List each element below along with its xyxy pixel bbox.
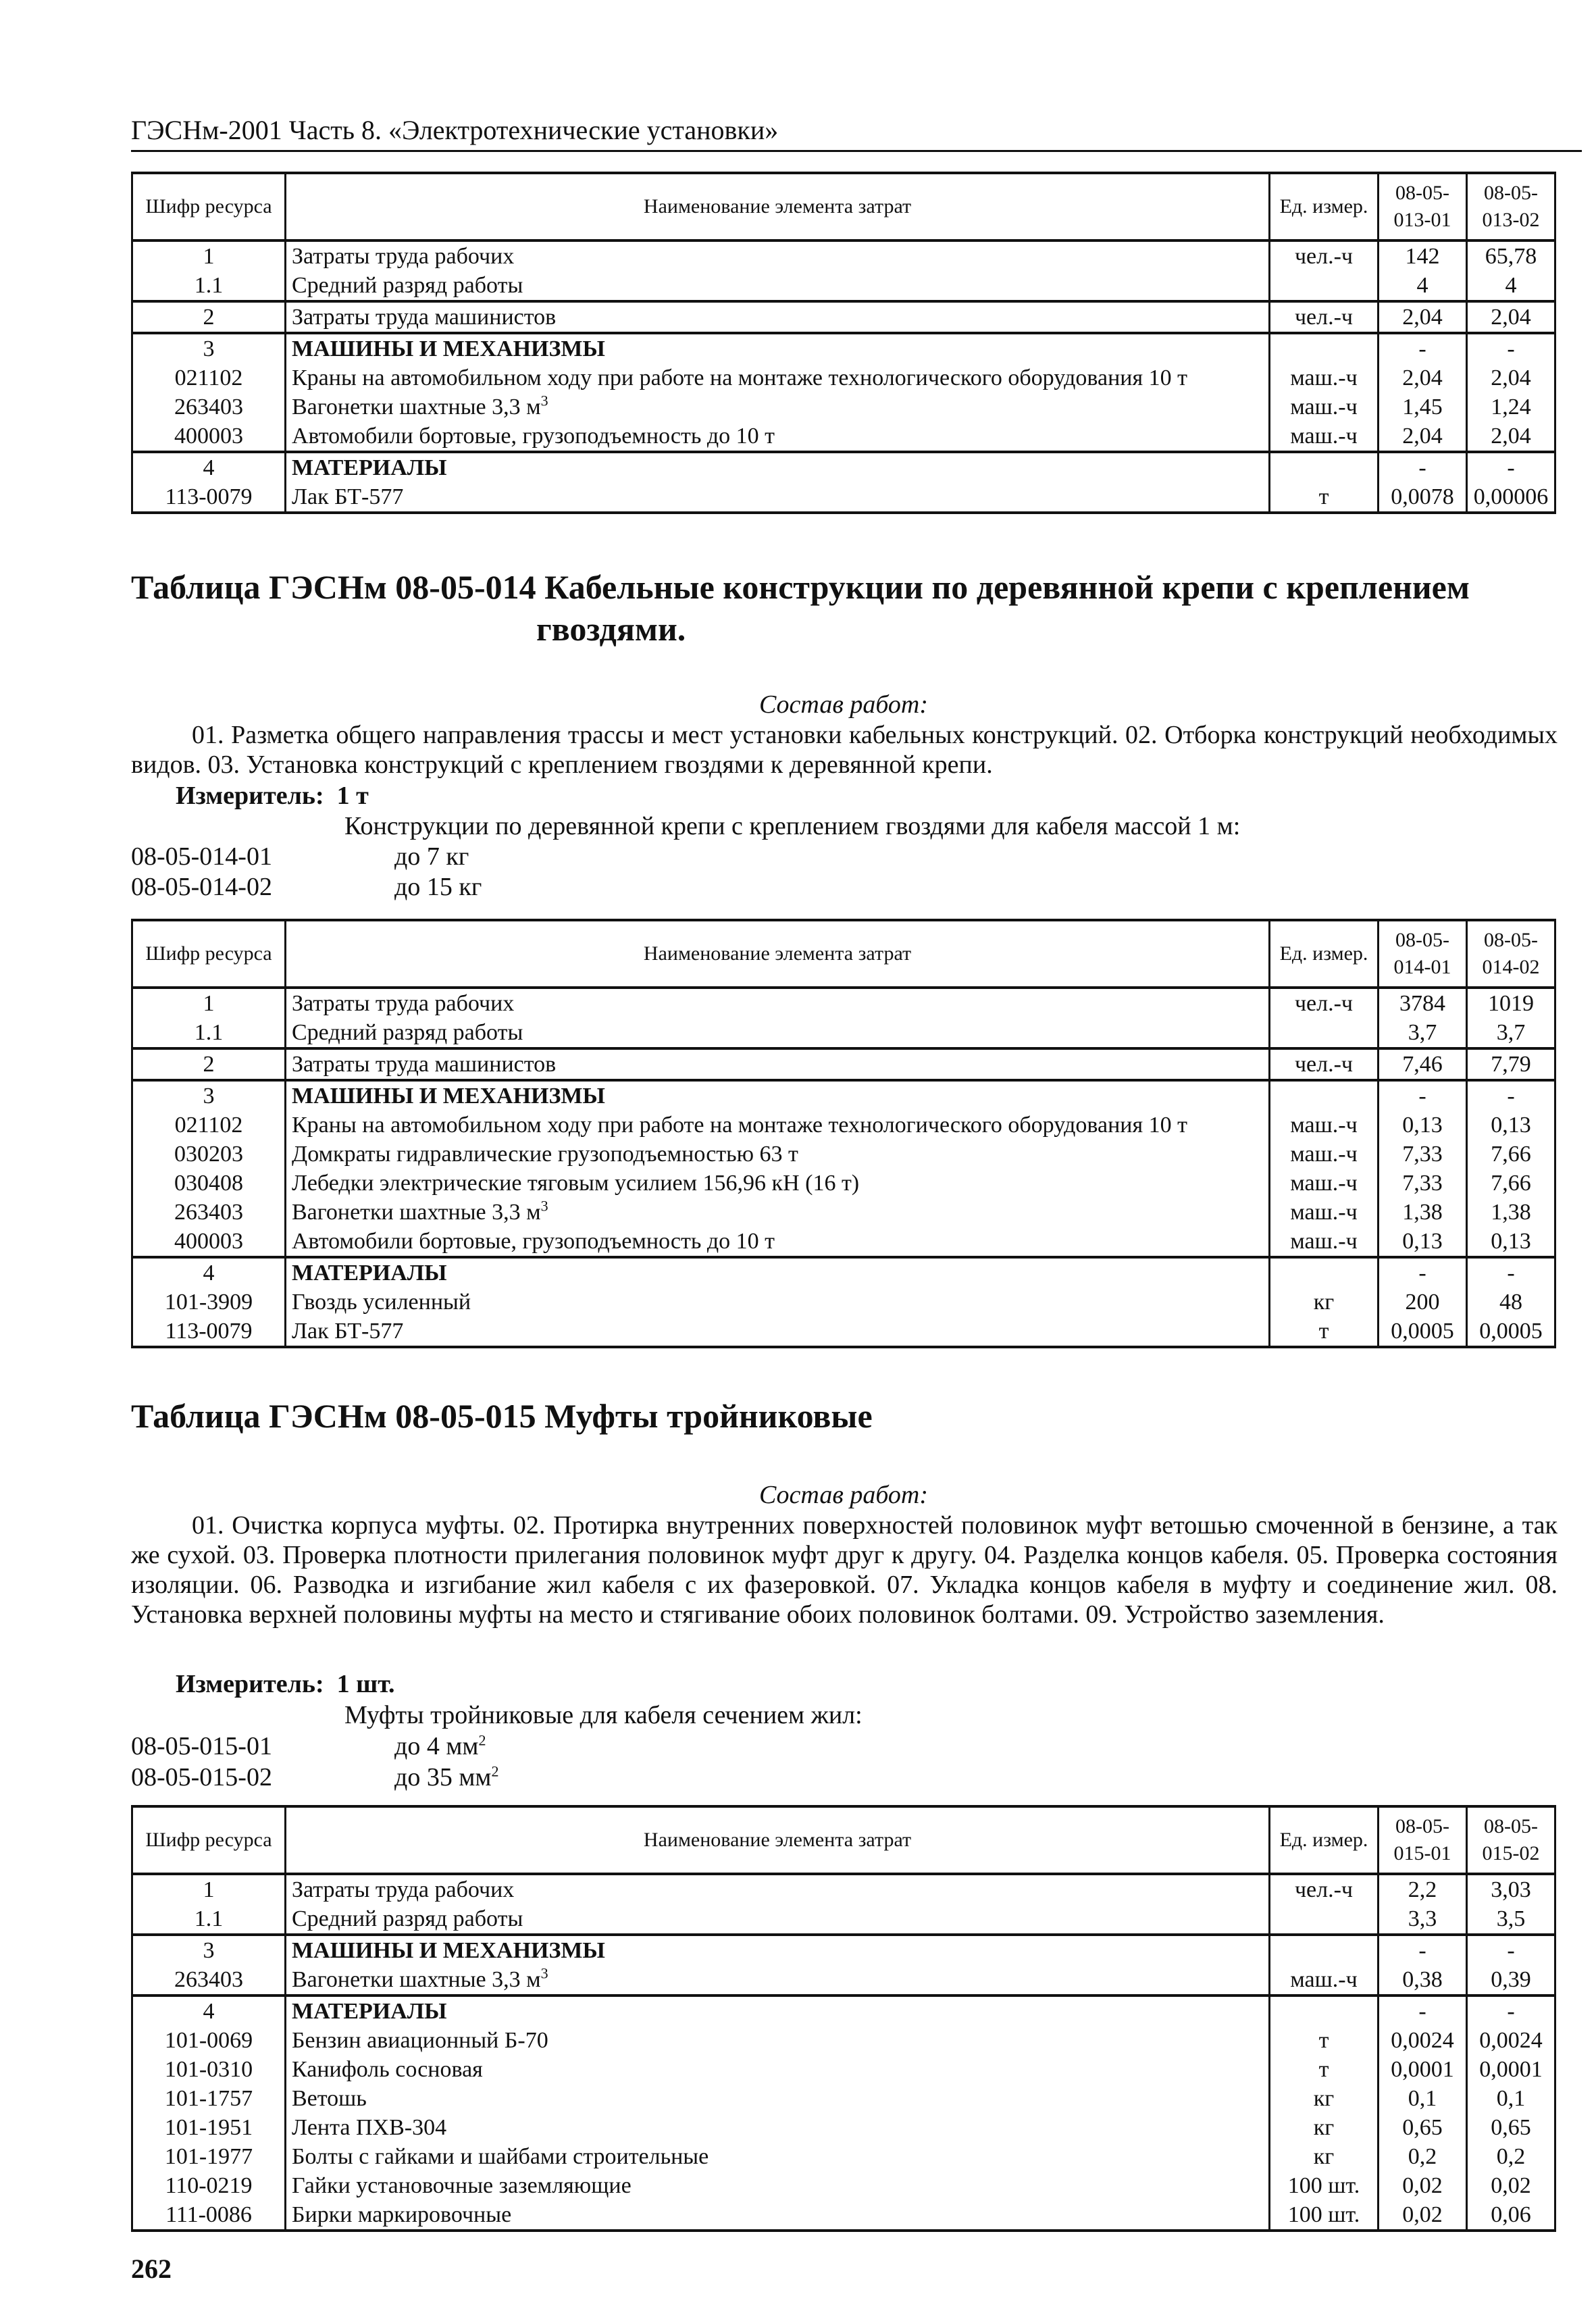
table-row (132, 1111, 1555, 1140)
variants-caption: Конструкции по деревянной крепи с креплением гвоздями для кабеля массой 1 м: (344, 812, 1241, 840)
norm-value-2: 0,06 (1467, 2200, 1555, 2231)
unit-of-measure: чел.-ч (1270, 1048, 1379, 1080)
norm-value-2: - (1467, 333, 1555, 363)
unit-of-measure (1270, 1080, 1379, 1111)
norm-value-1: 142 (1379, 240, 1467, 271)
table-row (132, 1257, 1555, 1288)
work-composition-label: Состав работ: (758, 690, 929, 719)
unit-of-measure: кг (1270, 2084, 1379, 2113)
cost-element-name: Средний разряд работы (286, 1018, 1270, 1048)
table-header-row (132, 920, 1555, 988)
resource-code: 1 (132, 988, 286, 1018)
resource-code: 2 (132, 1048, 286, 1080)
resource-code: 1 (132, 1874, 286, 1904)
resource-code: 400003 (132, 422, 286, 452)
variants-caption: Муфты тройниковые для кабеля сечением жил: (344, 1701, 863, 1729)
resource-code: 263403 (132, 1965, 286, 1996)
norm-value-2: 4 (1467, 271, 1555, 301)
norm-value-1: 1,38 (1379, 1198, 1467, 1227)
table-header-row (132, 1806, 1555, 1874)
work-composition-text: 01. Разметка общего направления трассы и мест установки кабельных конструкций. 02. Отборка конструкций необходимых видов. 03. Установка конструкций с креплением гвоздями к деревянной крепи. (131, 721, 1558, 779)
meter-label: Измеритель: (176, 782, 324, 810)
table-row (132, 2055, 1555, 2084)
table-header-row (132, 173, 1555, 240)
cost-element-name: Средний разряд работы (286, 1904, 1270, 1935)
norm-value-2: 0,1 (1467, 2084, 1555, 2113)
cost-element-name: Болты с гайками и шайбами строительные (286, 2142, 1270, 2171)
table-row (132, 2026, 1555, 2055)
norm-value-1: 0,1 (1379, 2084, 1467, 2113)
norm-value-2: 1,24 (1467, 392, 1555, 422)
section-heading: МАТЕРИАЛЫ (286, 1996, 1270, 2026)
resource-code: 1.1 (132, 271, 286, 301)
page-header: ГЭСНм-2001 Часть 8. «Электротехнические установки» (131, 113, 1582, 152)
cost-element-name: Домкраты гидравлические грузоподъемностью 63 т (286, 1140, 1270, 1169)
col-header-code: Шифр ресурса (132, 920, 286, 988)
norm-value-2: 0,65 (1467, 2113, 1555, 2142)
norm-value-2: - (1467, 1996, 1555, 2026)
unit-of-measure: маш.-ч (1270, 363, 1379, 392)
cost-element-name: Затраты труда машинистов (286, 301, 1270, 333)
norm-value-2: - (1467, 1935, 1555, 1965)
cost-element-name: Затраты труда рабочих (286, 240, 1270, 271)
cost-element-name: Средний разряд работы (286, 271, 1270, 301)
resource-code: 110-0219 (132, 2171, 286, 2200)
resource-code: 400003 (132, 1227, 286, 1257)
table-row (132, 1904, 1555, 1935)
col-header-unit: Ед. измер. (1270, 173, 1379, 240)
table-row (132, 301, 1555, 333)
variant-row (131, 871, 482, 903)
col-header-unit: Ед. измер. (1270, 1806, 1379, 1874)
table-row (132, 392, 1555, 422)
variant-desc: до 15 кг (394, 873, 482, 901)
unit-of-measure: маш.-ч (1270, 1169, 1379, 1198)
norm-value-2: 7,66 (1467, 1140, 1555, 1169)
col-header-variant-2: 08-05- 013-02 (1467, 173, 1555, 240)
norm-value-1: - (1379, 1257, 1467, 1288)
section-heading: МАШИНЫ И МЕХАНИЗМЫ (286, 333, 1270, 363)
cost-element-name: Краны на автомобильном ходу при работе на монтаже технологического оборудования 10 т (286, 1111, 1270, 1140)
norm-value-1: - (1379, 1996, 1467, 2026)
meter-line (176, 1669, 395, 1700)
col-header-code: Шифр ресурса (132, 1806, 286, 1874)
unit-of-measure: маш.-ч (1270, 392, 1379, 422)
resource-code: 030203 (132, 1140, 286, 1169)
norm-value-2: 0,13 (1467, 1111, 1555, 1140)
unit-of-measure: кг (1270, 1288, 1379, 1317)
resource-code: 101-1977 (132, 2142, 286, 2171)
resource-code: 3 (132, 1935, 286, 1965)
cost-element-name: Лента ПХВ-304 (286, 2113, 1270, 2142)
norm-value-1: 0,0001 (1379, 2055, 1467, 2084)
norm-value-2: - (1467, 1080, 1555, 1111)
resource-code: 4 (132, 452, 286, 482)
resource-code: 030408 (132, 1169, 286, 1198)
table-row (132, 1288, 1555, 1317)
unit-of-measure: маш.-ч (1270, 1965, 1379, 1996)
resource-code: 113-0079 (132, 1317, 286, 1347)
cost-element-name: Гайки установочные заземляющие (286, 2171, 1270, 2200)
norm-value-1: 0,0005 (1379, 1317, 1467, 1347)
resource-table-08-05-014 (131, 919, 1556, 1348)
meter-value: 1 шт. (336, 1670, 395, 1698)
unit-of-measure: кг (1270, 2113, 1379, 2142)
unit-of-measure (1270, 1018, 1379, 1048)
norm-value-1: 0,0078 (1379, 482, 1467, 513)
unit-of-measure (1270, 1257, 1379, 1288)
table-title-line1: Таблица ГЭСНм 08-05-015 Муфты тройниковые (131, 1397, 873, 1435)
col-header-variant-1: 08-05- 013-01 (1379, 173, 1467, 240)
norm-value-2: 0,02 (1467, 2171, 1555, 2200)
norm-value-1: 3,3 (1379, 1904, 1467, 1935)
superscript: 2 (491, 1762, 499, 1780)
cost-element-name: Автомобили бортовые, грузоподъемность до 10 т (286, 1227, 1270, 1257)
table-title-08-05-015 (131, 1395, 1576, 1437)
unit-of-measure: чел.-ч (1270, 301, 1379, 333)
unit-of-measure: т (1270, 1317, 1379, 1347)
table-title-line1: Таблица ГЭСНм 08-05-014 Кабельные конструкции по деревянной крепи с креплением (131, 568, 1470, 606)
norm-value-1: 0,13 (1379, 1227, 1467, 1257)
cost-element-name: Вагонетки шахтные 3,3 $м^3$ (286, 392, 1270, 422)
table-row (132, 1080, 1555, 1111)
unit-of-measure (1270, 333, 1379, 363)
unit-of-measure: кг (1270, 2142, 1379, 2171)
norm-value-1: 0,38 (1379, 1965, 1467, 1996)
unit-of-measure (1270, 452, 1379, 482)
norm-value-2: - (1467, 452, 1555, 482)
norm-value-1: 0,2 (1379, 2142, 1467, 2171)
norm-value-1: 2,2 (1379, 1874, 1467, 1904)
table-row (132, 452, 1555, 482)
table-row (132, 1935, 1555, 1965)
norm-value-1: 0,65 (1379, 2113, 1467, 2142)
unit-of-measure: маш.-ч (1270, 1198, 1379, 1227)
resource-code: 263403 (132, 392, 286, 422)
norm-value-1: - (1379, 1935, 1467, 1965)
norm-value-2: 1019 (1467, 988, 1555, 1018)
norm-value-2: 3,7 (1467, 1018, 1555, 1048)
unit-of-measure: чел.-ч (1270, 988, 1379, 1018)
table-row (132, 1140, 1555, 1169)
table-row (132, 363, 1555, 392)
norm-value-1: 2,04 (1379, 422, 1467, 452)
unit-of-measure: маш.-ч (1270, 1140, 1379, 1169)
norm-value-1: 7,33 (1379, 1140, 1467, 1169)
col-header-unit: Ед. измер. (1270, 920, 1379, 988)
table-row (132, 2113, 1555, 2142)
norm-value-2: 2,04 (1467, 301, 1555, 333)
table-row (132, 1198, 1555, 1227)
work-composition-label: Состав работ: (758, 1481, 929, 1509)
cost-element-name: Вагонетки шахтные 3,3 $м^3$ (286, 1198, 1270, 1227)
resource-code: 3 (132, 1080, 286, 1111)
unit-of-measure (1270, 271, 1379, 301)
resource-code: 4 (132, 1257, 286, 1288)
norm-value-1: 0,0024 (1379, 2026, 1467, 2055)
norm-value-2: 2,04 (1467, 363, 1555, 392)
cost-element-name: Автомобили бортовые, грузоподъемность до 10 т (286, 422, 1270, 452)
cost-element-name: Вагонетки шахтные 3,3 $м^3$ (286, 1965, 1270, 1996)
norm-value-2: 48 (1467, 1288, 1555, 1317)
resource-code: 1.1 (132, 1018, 286, 1048)
variant-desc: до 7 кг (394, 842, 469, 871)
resource-code: 1 (132, 240, 286, 271)
table-row (132, 2084, 1555, 2113)
table-row (132, 1169, 1555, 1198)
resource-code: 4 (132, 1996, 286, 2026)
unit-of-measure: т (1270, 2026, 1379, 2055)
resource-code: 021102 (132, 363, 286, 392)
cost-element-name: Затраты труда рабочих (286, 1874, 1270, 1904)
table-row (132, 482, 1555, 513)
table-row (132, 2200, 1555, 2231)
norm-value-1: 3784 (1379, 988, 1467, 1018)
norm-value-2: 0,2 (1467, 2142, 1555, 2171)
col-header-name: Наименование элемента затрат (286, 1806, 1270, 1874)
variant-row (131, 1731, 486, 1762)
superscript: 3 (540, 1964, 548, 1982)
cost-element-name: Канифоль сосновая (286, 2055, 1270, 2084)
table-row (132, 1965, 1555, 1996)
variant-code: 08-05-015-02 (131, 1763, 272, 1791)
col-header-name: Наименование элемента затрат (286, 920, 1270, 988)
cost-element-name: Гвоздь усиленный (286, 1288, 1270, 1317)
section-heading: МАШИНЫ И МЕХАНИЗМЫ (286, 1080, 1270, 1111)
cost-element-name: Лебедки электрические тяговым усилием 156,96 кН (16 т) (286, 1169, 1270, 1198)
superscript: 3 (540, 1197, 548, 1215)
resource-code: 021102 (132, 1111, 286, 1140)
cost-element-name: Краны на автомобильном ходу при работе на монтаже технологического оборудования 10 т (286, 363, 1270, 392)
norm-value-1: 0,02 (1379, 2171, 1467, 2200)
norm-value-2: 0,0024 (1467, 2026, 1555, 2055)
table-row (132, 988, 1555, 1018)
resource-code: 2 (132, 301, 286, 333)
meter-line (176, 780, 369, 811)
table-row (132, 1227, 1555, 1257)
col-header-variant-1: 08-05- 015-01 (1379, 1806, 1467, 1874)
norm-value-2: 0,0005 (1467, 1317, 1555, 1347)
norm-value-1: - (1379, 1080, 1467, 1111)
unit-of-measure: 100 шт. (1270, 2171, 1379, 2200)
variant-code: 08-05-015-01 (131, 1732, 272, 1760)
norm-value-1: - (1379, 333, 1467, 363)
resource-code: 113-0079 (132, 482, 286, 513)
variant-desc: до 35 мм (394, 1763, 492, 1791)
cost-element-name: Бирки маркировочные (286, 2200, 1270, 2231)
resource-table-08-05-015 (131, 1805, 1556, 2232)
resource-code: 3 (132, 333, 286, 363)
norm-value-1: - (1379, 452, 1467, 482)
table-row (132, 333, 1555, 363)
norm-value-1: 7,33 (1379, 1169, 1467, 1198)
col-header-variant-2: 08-05- 014-02 (1467, 920, 1555, 988)
resource-code: 101-1951 (132, 2113, 286, 2142)
norm-value-2: 7,66 (1467, 1169, 1555, 1198)
unit-of-measure: маш.-ч (1270, 1227, 1379, 1257)
norm-value-2: 0,00006 (1467, 482, 1555, 513)
col-header-name: Наименование элемента затрат (286, 173, 1270, 240)
resource-code: 101-1757 (132, 2084, 286, 2113)
norm-value-2: 65,78 (1467, 240, 1555, 271)
cost-element-name: Затраты труда машинистов (286, 1048, 1270, 1080)
variant-code: 08-05-014-02 (131, 873, 272, 901)
cost-element-name: Лак БТ-577 (286, 482, 1270, 513)
unit-of-measure: чел.-ч (1270, 1874, 1379, 1904)
norm-value-1: 4 (1379, 271, 1467, 301)
variant-row (131, 841, 469, 872)
col-header-variant-1: 08-05- 014-01 (1379, 920, 1467, 988)
resource-code: 101-0069 (132, 2026, 286, 2055)
table-row (132, 422, 1555, 452)
norm-value-2: 3,5 (1467, 1904, 1555, 1935)
cost-element-name: Бензин авиационный Б-70 (286, 2026, 1270, 2055)
norm-value-2: 1,38 (1467, 1198, 1555, 1227)
page-number: 262 (131, 2254, 172, 2284)
resource-code: 263403 (132, 1198, 286, 1227)
table-title-08-05-014 (131, 566, 1576, 650)
table-row (132, 1048, 1555, 1080)
col-header-variant-2: 08-05- 015-02 (1467, 1806, 1555, 1874)
variant-row (131, 1762, 498, 1793)
resource-code: 101-3909 (132, 1288, 286, 1317)
norm-value-2: 7,79 (1467, 1048, 1555, 1080)
superscript: 2 (478, 1731, 486, 1749)
unit-of-measure: т (1270, 482, 1379, 513)
norm-value-1: 200 (1379, 1288, 1467, 1317)
norm-value-2: 0,0001 (1467, 2055, 1555, 2084)
table-row (132, 1996, 1555, 2026)
table-row (132, 240, 1555, 271)
norm-value-1: 3,7 (1379, 1018, 1467, 1048)
cost-element-name: Ветошь (286, 2084, 1270, 2113)
unit-of-measure (1270, 1904, 1379, 1935)
table-row (132, 2171, 1555, 2200)
work-composition-text: 01. Очистка корпуса муфты. 02. Протирка внутренних поверхностей половинок муфт ветошью смоченной в бензине, а так же сухой. 03. Проверка плотности прилегания половинок муфт друг к другу. 04. Разделка концов кабеля. 05. Проверка состояния изоляции. 06. Разводка и изгибание жил кабеля с их фазеровкой. 07. Укладка концов кабеля в муфту и соединение жил. 08. Установка верхней половины муфты на место и стягивание обоих половинок болтами. 09. Устройство заземления. (131, 1511, 1558, 1629)
norm-value-2: 0,13 (1467, 1227, 1555, 1257)
norm-value-1: 2,04 (1379, 363, 1467, 392)
norm-value-2: - (1467, 1257, 1555, 1288)
section-heading: МАТЕРИАЛЫ (286, 452, 1270, 482)
norm-value-2: 3,03 (1467, 1874, 1555, 1904)
section-heading: МАШИНЫ И МЕХАНИЗМЫ (286, 1935, 1270, 1965)
unit-of-measure: т (1270, 2055, 1379, 2084)
resource-table-08-05-013 (131, 172, 1556, 514)
unit-of-measure: маш.-ч (1270, 1111, 1379, 1140)
norm-value-1: 7,46 (1379, 1048, 1467, 1080)
table-title-line2: гвоздями. (536, 610, 686, 648)
cost-element-name: Затраты труда рабочих (286, 988, 1270, 1018)
table-row (132, 1874, 1555, 1904)
norm-value-1: 2,04 (1379, 301, 1467, 333)
superscript: 3 (540, 392, 548, 409)
cost-element-name: Лак БТ-577 (286, 1317, 1270, 1347)
unit-of-measure (1270, 1996, 1379, 2026)
resource-code: 1.1 (132, 1904, 286, 1935)
norm-value-2: 2,04 (1467, 422, 1555, 452)
norm-value-1: 1,45 (1379, 392, 1467, 422)
variant-desc: до 4 мм (394, 1732, 479, 1760)
section-heading: МАТЕРИАЛЫ (286, 1257, 1270, 1288)
table-row (132, 2142, 1555, 2171)
norm-value-1: 0,02 (1379, 2200, 1467, 2231)
resource-code: 101-0310 (132, 2055, 286, 2084)
variant-code: 08-05-014-01 (131, 842, 272, 871)
norm-value-2: 0,39 (1467, 1965, 1555, 1996)
table-row (132, 1018, 1555, 1048)
unit-of-measure: маш.-ч (1270, 422, 1379, 452)
meter-value: 1 т (336, 782, 369, 810)
norm-value-1: 0,13 (1379, 1111, 1467, 1140)
resource-code: 111-0086 (132, 2200, 286, 2231)
unit-of-measure: 100 шт. (1270, 2200, 1379, 2231)
table-row (132, 1317, 1555, 1347)
col-header-code: Шифр ресурса (132, 173, 286, 240)
unit-of-measure (1270, 1935, 1379, 1965)
unit-of-measure: чел.-ч (1270, 240, 1379, 271)
meter-label: Измеритель: (176, 1670, 324, 1698)
table-row (132, 271, 1555, 301)
